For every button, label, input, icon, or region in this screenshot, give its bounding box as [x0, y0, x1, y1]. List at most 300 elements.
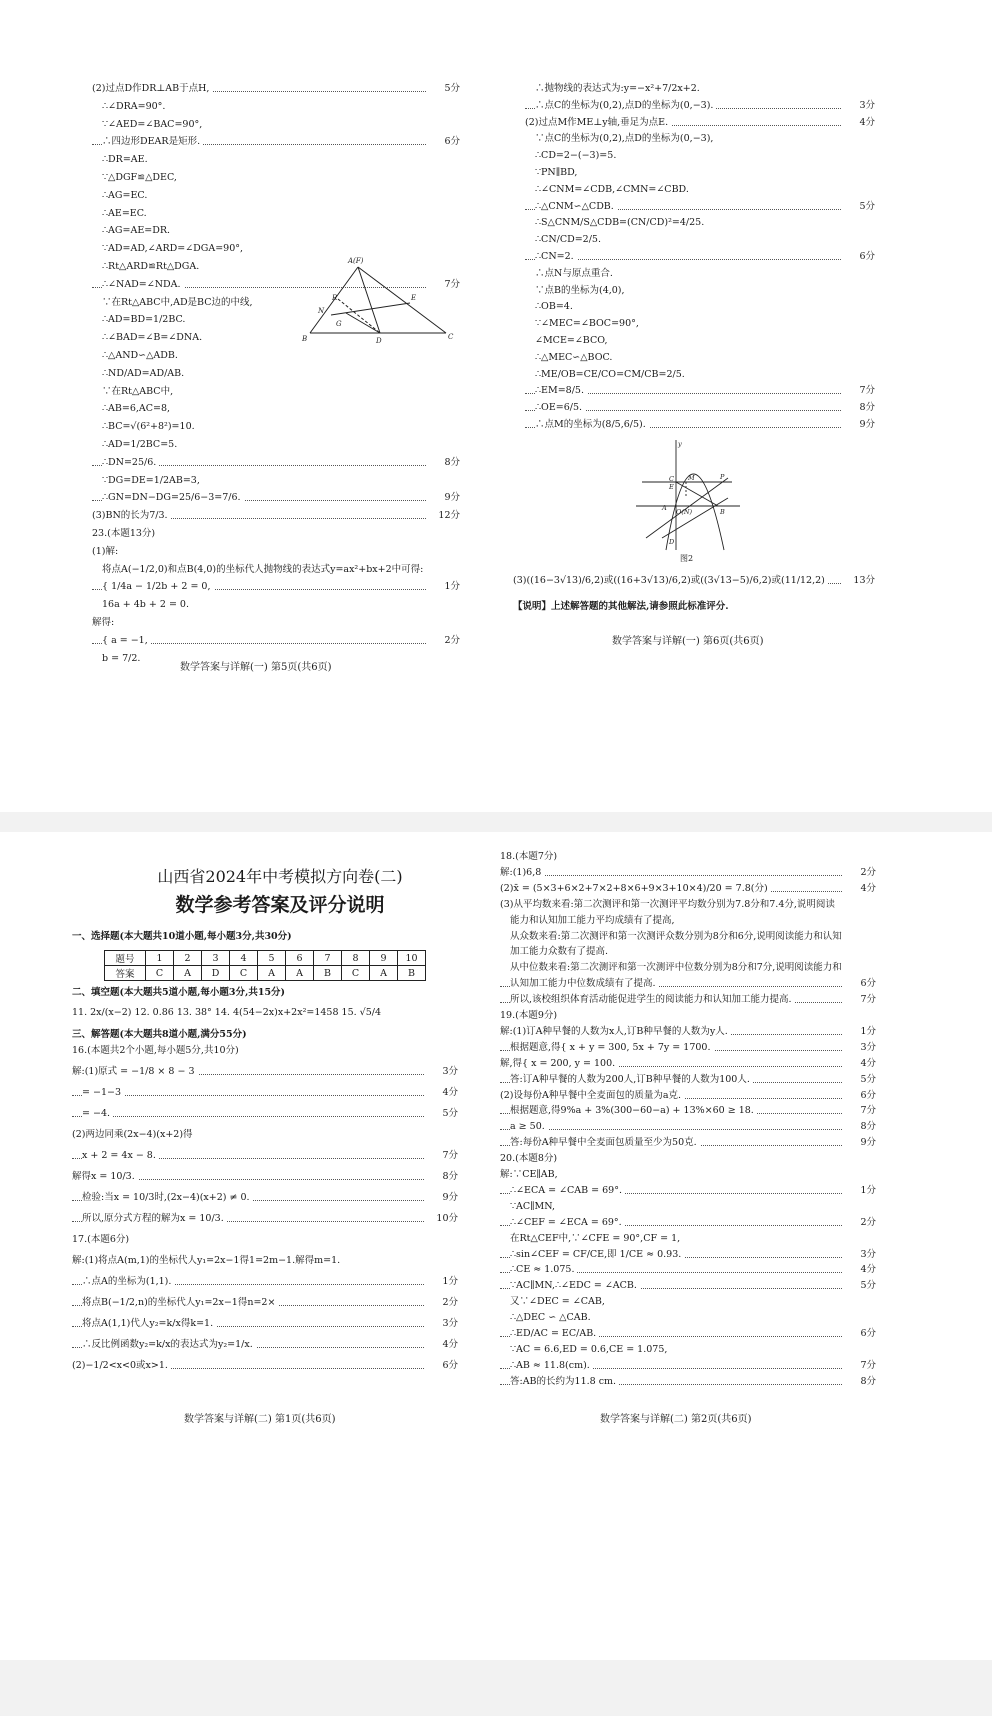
score-label: 8分: [441, 456, 460, 470]
answer-line: [500, 1200, 876, 1214]
figure-point-label: E: [669, 483, 674, 491]
answer-cell: A: [258, 966, 286, 981]
line-text: ∵AD=AD,∠ARD=∠DGA=90°,: [102, 243, 246, 254]
answer-line: [525, 200, 875, 214]
answer-line: [525, 166, 875, 180]
line-text: ∴AD=1/2BC=5.: [102, 439, 180, 450]
score-label: 4分: [857, 1263, 876, 1277]
answer-line: [72, 1212, 458, 1226]
line-text: ∴AG=EC.: [102, 190, 150, 201]
line-text: 解:(1)订A种早餐的人数为x人,订B种早餐的人数为y人.: [500, 1026, 731, 1037]
answer-line: [92, 545, 460, 559]
answer-cell: C: [146, 966, 174, 981]
figure-point-label: N: [318, 307, 325, 315]
figure-point-label: P: [720, 473, 725, 481]
score-label: 2分: [857, 866, 876, 880]
answer-line: [525, 384, 875, 398]
answer-line: [72, 1233, 458, 1247]
line-text: ∵点C的坐标为(0,2),点D的坐标为(0,−3),: [535, 133, 716, 144]
answer-line: [92, 509, 460, 523]
score-label: 1分: [441, 580, 460, 594]
figure-point-label: C: [448, 333, 454, 341]
line-text: 18.(本题7分): [500, 851, 560, 862]
answer-line: [500, 898, 876, 912]
answer-line: [500, 930, 876, 944]
question-number-cell: 8: [342, 951, 370, 966]
score-label: 6分: [439, 1359, 458, 1373]
line-text: ∴ME/OB=CE/CO=CM/CB=2/5.: [535, 369, 688, 380]
answer-line: [92, 563, 460, 577]
line-text: ∵∠MEC=∠BOC=90°,: [535, 318, 642, 329]
answer-line: [525, 99, 875, 113]
answer-line: [500, 961, 876, 975]
line-text: ∵DG=DE=1/2AB=3,: [102, 475, 203, 486]
line-text: 将点A(1,1)代人y₂=k/x得k=1.: [82, 1318, 216, 1329]
score-label: 8分: [857, 1375, 876, 1389]
page2-column: [500, 850, 876, 1390]
figure-point-label: y: [678, 440, 682, 448]
line-text: 从中位数来看:第二次测评和第一次测评中位数分别为8分和7分,说明阅读能力和: [510, 962, 845, 973]
score-label: 8分: [857, 1120, 876, 1134]
line-text: a ≥ 50.: [510, 1121, 548, 1132]
line-text: 将点B(−1/2,n)的坐标代人y₁=2x−1得n=2×: [82, 1297, 278, 1308]
answer-sheet-top: [0, 0, 992, 812]
score-label: 6分: [857, 1327, 876, 1341]
answer-line: [525, 300, 875, 314]
answer-line: [500, 1279, 876, 1293]
answer-line: [92, 474, 460, 488]
line-text: 解得x = 10/3.: [72, 1171, 138, 1182]
line-text: 在Rt△CEF中,∵∠CFE = 90°,CF = 1,: [510, 1233, 683, 1244]
answer-line: [92, 82, 460, 96]
answer-line: [92, 153, 460, 167]
score-label: 4分: [439, 1086, 458, 1100]
line-text: ∴sin∠CEF = CF/CE,即 1/CE ≈ 0.93.: [510, 1249, 684, 1260]
answer-line: [525, 250, 875, 264]
answer-cell: C: [342, 966, 370, 981]
line-text: 根据题意,得9%a + 3%(300−60−a) + 13%×60 ≥ 18.: [510, 1105, 757, 1116]
answer-3-text: (3)((16−3√13)/6,2)或((16+3√13)/6,2)或((3√13−5)/6,2)或(11/12,2): [513, 575, 828, 586]
line-text: ∴点C的坐标为(0,2),点D的坐标为(0,−3).: [535, 100, 716, 111]
score-label: 6分: [441, 135, 460, 149]
score-label: 5分: [857, 1279, 876, 1293]
line-text: ∴CE ≈ 1.075.: [510, 1264, 577, 1275]
line-text: (2)过点M作ME⊥y轴,垂足为点E.: [525, 117, 671, 128]
line-text: 答:AB的长约为11.8 cm.: [510, 1376, 619, 1387]
line-text: ∵AC∥MN,: [510, 1201, 558, 1212]
line-text: ∴∠ECA = ∠CAB = 69°.: [510, 1185, 625, 1196]
answer-line: [92, 420, 460, 434]
exam-title: 山西省2024年中考模拟方向卷(二): [157, 867, 403, 886]
line-text: (2)x̄ = (5×3+6×2+7×2+8×6+9×3+10×4)/20 = 7.8(分): [500, 883, 771, 894]
line-text: (2)−1/2<x<0或x>1.: [72, 1360, 171, 1371]
page6-footer: 数学答案与详解(一) 第6页(共6页): [612, 636, 764, 647]
page6-column: [525, 82, 875, 442]
score-label: 3分: [857, 1041, 876, 1055]
answer-line: [92, 456, 460, 470]
section-2-heading: [72, 986, 460, 1000]
figure-point-label: A: [662, 504, 667, 512]
answer-line: [92, 580, 460, 594]
line-text: ∴AG=AE=DR.: [102, 225, 173, 236]
line-text: ∴OB=4.: [535, 301, 576, 312]
line-text: ∴DN=25/6.: [102, 457, 159, 468]
answer-line: [500, 1327, 876, 1341]
score-label: 4分: [857, 882, 876, 896]
score-label: 7分: [857, 993, 876, 1007]
figure-point-label: M: [688, 474, 695, 482]
score-label: 3分: [439, 1317, 458, 1331]
line-text: ∴△DEC ∽ △CAB.: [510, 1312, 594, 1323]
line-text: ∴AB=6,AC=8,: [102, 403, 173, 414]
line-text: ∴△MEC∽△BOC.: [535, 352, 615, 363]
line-text: ∴△AND∽△ADB.: [102, 350, 181, 361]
line-text: 17.(本题6分): [72, 1234, 132, 1245]
answer-table: [104, 950, 426, 981]
line-text: ∠MCE=∠BCO,: [535, 335, 611, 346]
score-label: 1分: [857, 1025, 876, 1039]
line-text: (2)过点D作DR⊥AB于点H,: [92, 83, 212, 94]
section-3-heading: [72, 1028, 460, 1042]
answer-line: [525, 82, 875, 96]
answer-line: [525, 132, 875, 146]
line-text: ∴Rt△ARD≌Rt△DGA.: [102, 261, 202, 272]
score-label: 5分: [439, 1107, 458, 1121]
figure-point-label: G: [336, 320, 342, 328]
line-text: ∴∠CNM=∠CDB,∠CMN=∠CBD.: [535, 184, 692, 195]
line-text: ∴点M的坐标为(8/5,6/5).: [535, 419, 649, 430]
line-text: 23.(本题13分): [92, 528, 158, 539]
answer-line: [500, 945, 876, 959]
answer-line: [500, 850, 876, 864]
answer-cell: D: [202, 966, 230, 981]
line-text: 解:(1)6,8: [500, 867, 544, 878]
answer-line: [72, 1191, 458, 1205]
figure-caption: 图2: [680, 554, 694, 563]
line-text: ∵在Rt△ABC中,AD是BC边的中线,: [102, 297, 256, 308]
line-text: 又∵∠DEC = ∠CAB,: [510, 1296, 608, 1307]
section-1-text: 一、选择题(本大题共10道小题,每小题3分,共30分): [72, 931, 292, 942]
answer-line: [500, 1136, 876, 1150]
score-label: 12分: [435, 509, 460, 523]
answer-line: [500, 1057, 876, 1071]
answer-cell: B: [398, 966, 426, 981]
line-text: 答:每份A种早餐中全麦面包质量至少为50克.: [510, 1137, 700, 1148]
score-label: 3分: [439, 1065, 458, 1079]
score-label: 9分: [857, 1136, 876, 1150]
answer-line: [92, 616, 460, 630]
figure-point-label: D: [376, 337, 382, 345]
answer-line: [525, 368, 875, 382]
score-label: 10分: [433, 1212, 458, 1226]
score-label: 2分: [439, 1296, 458, 1310]
line-text: ∵PN∥BD,: [535, 167, 580, 178]
answer-line: [92, 598, 460, 612]
answer-line: [92, 367, 460, 381]
answer-line: [500, 1120, 876, 1134]
answer-line: [500, 993, 876, 1007]
answer-line: [92, 402, 460, 416]
answer-line: [500, 1375, 876, 1389]
answer-cell: A: [370, 966, 398, 981]
page1-column: [72, 1044, 458, 1524]
answer-line: [525, 401, 875, 415]
question-number-cell: 2: [174, 951, 202, 966]
score-label: 8分: [856, 401, 875, 415]
line-text: ∴AB ≈ 11.8(cm).: [510, 1360, 593, 1371]
answer-line: [500, 1263, 876, 1277]
line-text: 从众数来看:第二次测评和第一次测评众数分别为8分和6分,说明阅读能力和认知: [510, 931, 845, 942]
question-number-cell: 1: [146, 951, 174, 966]
score-label: 3分: [857, 1248, 876, 1262]
line-text: { 1/4a − 1/2b + 2 = 0,: [102, 581, 214, 592]
answer-line: [92, 349, 460, 363]
score-label: 9分: [439, 1191, 458, 1205]
answer-line: [500, 1009, 876, 1023]
line-text: 根据题意,得{ x + y = 300, 5x + 7y = 1700.: [510, 1042, 714, 1053]
line-text: ∴反比例函数y₂=k/x的表达式为y₂=1/x.: [82, 1339, 256, 1350]
score-label: 7分: [857, 1359, 876, 1373]
line-text: b = 7/2.: [102, 653, 143, 664]
answer-line: [72, 1086, 458, 1100]
answer-line: [500, 1295, 876, 1309]
answer-line: [92, 100, 460, 114]
answer-line: [525, 116, 875, 130]
score-label: 7分: [439, 1149, 458, 1163]
answer-line: [500, 1343, 876, 1357]
line-text: 16a + 4b + 2 = 0.: [102, 599, 192, 610]
score-label: 1分: [857, 1184, 876, 1198]
answer-cell: A: [286, 966, 314, 981]
fill-in-text: 11. 2x/(x−2) 12. 0.86 13. 38° 14. 4(54−2x)x+2x²=1458 15. √5/4: [72, 1007, 382, 1018]
line-text: ∵AC∥MN,∴∠EDC = ∠ACB.: [510, 1280, 640, 1291]
page5-footer: 数学答案与详解(一) 第5页(共6页): [180, 662, 332, 673]
line-text: ∴EM=8/5.: [535, 385, 587, 396]
line-text: ∴四边形DEAR是矩形.: [102, 136, 203, 147]
line-text: (3)BN的长为7/3.: [92, 510, 171, 521]
answer-line: [72, 1128, 458, 1142]
note-text: 【说明】上述解答题的其他解法,请参照此标准评分.: [513, 601, 729, 612]
line-text: 加工能力众数有了提高.: [510, 946, 611, 957]
answer-line: [92, 491, 460, 505]
line-text: (2)两边同乘(2x−4)(x+2)得: [72, 1129, 196, 1140]
section-3-text: 三、解答题(本大题共8道小题,满分55分): [72, 1029, 247, 1040]
figure-point-label: A(F): [348, 257, 364, 265]
question-number-cell: 9: [370, 951, 398, 966]
answer-line: [500, 977, 876, 991]
line-text: x + 2 = 4x − 8.: [82, 1150, 159, 1161]
line-text: ∴CN/CD=2/5.: [535, 234, 604, 245]
triangle-figure: [298, 255, 458, 347]
line-text: ∴AE=EC.: [102, 208, 150, 219]
line-text: 将点A(−1/2,0)和点B(4,0)的坐标代人抛物线的表达式y=ax²+bx+2中可得:: [102, 564, 426, 575]
score-label: 5分: [441, 82, 460, 96]
answer-line: [525, 418, 875, 432]
page2-footer: 数学答案与详解(二) 第2页(共6页): [600, 1414, 752, 1425]
note-line: [513, 600, 875, 616]
answer-line: [525, 334, 875, 348]
line-text: ∴CN=2.: [535, 251, 577, 262]
answer-line: [500, 1216, 876, 1230]
document-title: 数学参考答案及评分说明: [175, 894, 385, 916]
answer-line: [525, 284, 875, 298]
answer-line: [525, 317, 875, 331]
answer-line: [500, 1311, 876, 1325]
line-text: ∴ND/AD=AD/AB.: [102, 368, 187, 379]
line-text: ∴OE=6/5.: [535, 402, 585, 413]
line-text: ∴抛物线的表达式为:y=−x²+7/2x+2.: [535, 83, 703, 94]
question-number-cell: 4: [230, 951, 258, 966]
line-text: 16.(本题共2个小题,每小题5分,共10分): [72, 1045, 242, 1056]
question-number-cell: 10: [398, 951, 426, 966]
line-text: ∵∠AED=∠BAC=90°,: [102, 119, 205, 130]
line-text: ∴点A的坐标为(1,1).: [82, 1276, 174, 1287]
answer-line: [500, 1359, 876, 1373]
score-label: 8分: [439, 1170, 458, 1184]
answer-line: [72, 1107, 458, 1121]
line-text: 19.(本题9分): [500, 1010, 560, 1021]
line-text: ∵△DGF≌△DEC,: [102, 172, 180, 183]
score-label: 9分: [856, 418, 875, 432]
answer-line: [500, 882, 876, 896]
question-number-cell: 5: [258, 951, 286, 966]
score-label: 2分: [857, 1216, 876, 1230]
score-label: 7分: [441, 278, 460, 292]
score-label: 4分: [857, 1057, 876, 1071]
figure-point-label: D: [669, 538, 675, 546]
answer-line: [500, 1041, 876, 1055]
line-text: ∴∠CEF = ∠ECA = 69°.: [510, 1217, 625, 1228]
answer-line: [92, 171, 460, 185]
answer-sheet-bottom: [0, 832, 992, 1660]
page1-footer: 数学答案与详解(二) 第1页(共6页): [184, 1414, 336, 1425]
answer-line: [92, 118, 460, 132]
line-text: 解:(1)将点A(m,1)的坐标代人y₁=2x−1得1=2m−1.解得m=1.: [72, 1255, 343, 1266]
figure-point-label: B: [720, 508, 725, 516]
question-number-cell: 3: [202, 951, 230, 966]
line-text: = −4.: [82, 1108, 113, 1119]
line-text: 所以,原分式方程的解为x = 10/3.: [82, 1213, 227, 1224]
answer-line: [500, 1073, 876, 1087]
answer-line: [525, 267, 875, 281]
line-text: ∴BC=√(6²+8²)=10.: [102, 421, 198, 432]
score-label: 1分: [439, 1275, 458, 1289]
figure-point-label: C: [669, 475, 674, 483]
table-header-answer: 答案: [105, 966, 146, 981]
figure-point-label: O(N): [676, 508, 693, 516]
answer-line: [500, 1089, 876, 1103]
parabola-figure: [632, 438, 744, 564]
line-text: (1)解:: [92, 546, 121, 557]
line-text: ∵点B的坐标为(4,0),: [535, 285, 628, 296]
score-label: 4分: [856, 116, 875, 130]
answer-line: [525, 233, 875, 247]
answer-line: [500, 1248, 876, 1262]
answer-line: [92, 438, 460, 452]
answer-line: [92, 527, 460, 541]
fill-in-answers: [72, 1006, 460, 1020]
line-text: ∴∠DRA=90°.: [102, 101, 168, 112]
answer-line: [525, 149, 875, 163]
answer-line: [92, 189, 460, 203]
answer-line: [525, 216, 875, 230]
line-text: 检验:当x = 10/3时,(2x−4)(x+2) ≠ 0.: [82, 1192, 253, 1203]
score-label: 2分: [441, 634, 460, 648]
line-text: 解:∵CE∥AB,: [500, 1169, 561, 1180]
answer-line: [500, 1184, 876, 1198]
answer-cell: A: [174, 966, 202, 981]
answer-line: [72, 1065, 458, 1079]
line-text: 答:订A种早餐的人数为200人,订B种早餐的人数为100人.: [510, 1074, 753, 1085]
answer-line: [72, 1338, 458, 1352]
line-text: = −1−3: [82, 1087, 124, 1098]
score-label: 5分: [857, 1073, 876, 1087]
score-label: 6分: [857, 1089, 876, 1103]
answer-line: [500, 914, 876, 928]
answer-line: [72, 1317, 458, 1331]
line-text: (2)设每份A种早餐中全麦面包的质量为a克.: [500, 1090, 684, 1101]
answer-line: [72, 1359, 458, 1373]
line-text: ∴GN=DN−DG=25/6−3=7/6.: [102, 492, 244, 503]
figure-point-label: R: [332, 294, 338, 302]
answer-line: [500, 1168, 876, 1182]
line-text: ∴△CNM∽△CDB.: [535, 201, 617, 212]
answer-cell: B: [314, 966, 342, 981]
score-label: 7分: [857, 1104, 876, 1118]
score-label: 4分: [439, 1338, 458, 1352]
answer-3-line: [513, 574, 875, 590]
score-label: 13分: [850, 574, 875, 588]
line-text: 20.(本题8分): [500, 1153, 560, 1164]
section-1-heading: [72, 930, 460, 944]
line-text: ∴ED/AC = EC/AB.: [510, 1328, 599, 1339]
line-text: 能力和认知加工能力平均成绩有了提高,: [510, 915, 678, 926]
table-header-number: 题号: [105, 951, 146, 966]
answer-line: [92, 385, 460, 399]
line-text: ∴点N与原点重合.: [535, 268, 616, 279]
question-number-cell: 7: [314, 951, 342, 966]
line-text: 所以,该校组织体育活动能促进学生的阅读能力和认知加工能力提高.: [510, 994, 795, 1005]
answer-line: [525, 183, 875, 197]
answer-line: [525, 351, 875, 365]
line-text: ∴CD=2−(−3)=5.: [535, 150, 619, 161]
answer-line: [92, 207, 460, 221]
answer-line: [72, 1275, 458, 1289]
answer-line: [72, 1170, 458, 1184]
score-label: 3分: [856, 99, 875, 113]
figure-point-label: E: [411, 294, 417, 302]
answer-line: [72, 1254, 458, 1268]
score-label: 5分: [856, 200, 875, 214]
line-text: 认知加工能力中位数成绩有了提高.: [510, 978, 659, 989]
line-text: 解,得{ x = 200, y = 100.: [500, 1058, 618, 1069]
line-text: { a = −1,: [102, 635, 151, 646]
line-text: ∴∠BAD=∠B=∠DNA.: [102, 332, 205, 343]
answer-line: [92, 634, 460, 648]
score-label: 6分: [857, 977, 876, 991]
line-text: ∵在Rt△ABC中,: [102, 386, 176, 397]
figure-point-label: B: [302, 335, 308, 343]
answer-line: [72, 1149, 458, 1163]
score-label: 6分: [856, 250, 875, 264]
answer-line: [92, 224, 460, 238]
line-text: ∴S△CNM/S△CDB=(CN/CD)²=4/25.: [535, 217, 707, 228]
line-text: 解:(1)原式 = −1/8 × 8 − 3: [72, 1066, 198, 1077]
page5-column: [92, 82, 460, 682]
question-number-cell: 6: [286, 951, 314, 966]
answer-line: [92, 135, 460, 149]
line-text: ∵AC = 6.6,ED = 0.6,CE = 1.075,: [510, 1344, 670, 1355]
